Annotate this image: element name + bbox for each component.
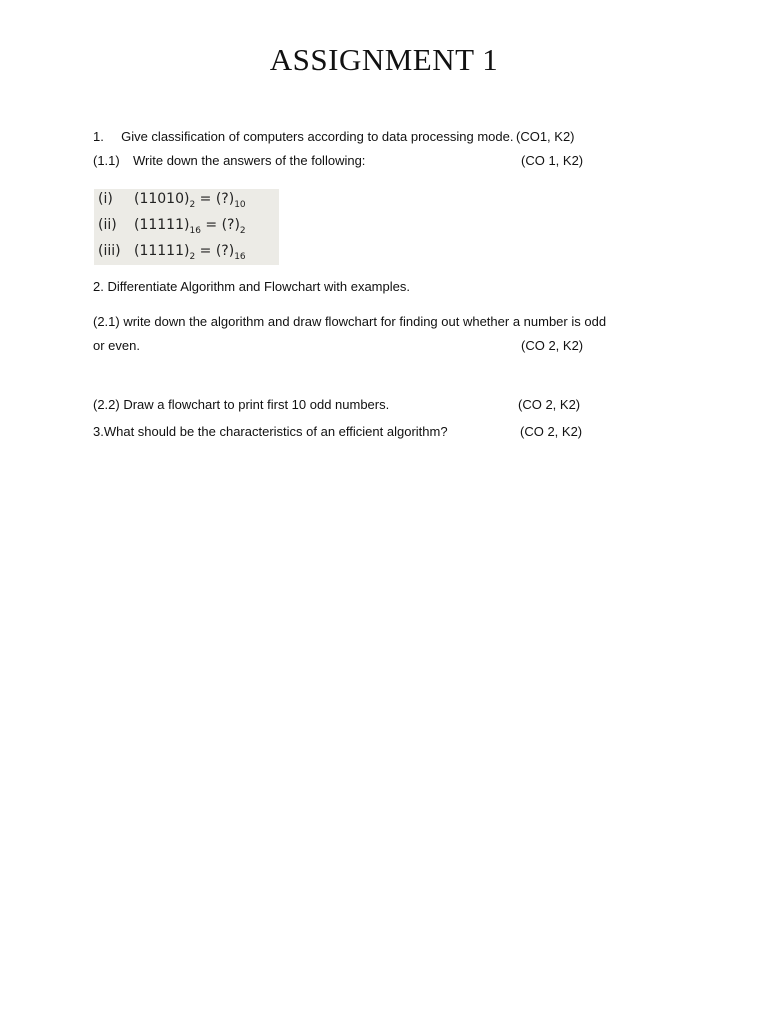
question-1-number: 1. — [93, 129, 104, 144]
question-3: 3.What should be the characteristics of an efficient algorithm? — [93, 424, 448, 439]
equation-lhs: (11010) — [134, 191, 190, 207]
equation-rhs: (?) — [221, 217, 240, 233]
question-2-2-co: (CO 2, K2) — [518, 397, 581, 412]
question-2-1-line-1: (2.1) write down the algorithm and draw flowchart for finding out whether a number is odd — [93, 314, 607, 329]
question-2-1-line-2: or even. — [93, 338, 140, 353]
question-2-2: (2.2) Draw a flowchart to print first 10 odd numbers. — [93, 397, 390, 412]
equation-rhs: (?) — [215, 191, 235, 207]
equation-rhs-base: 16 — [234, 251, 246, 262]
equation-label: (i) — [98, 191, 113, 207]
question-2: 2. Differentiate Algorithm and Flowchart with examples. — [93, 279, 410, 294]
page-title: ASSIGNMENT 1 — [269, 42, 499, 77]
equation-label: (ii) — [98, 217, 117, 233]
equation-rhs: (?) — [215, 243, 235, 259]
question-1 — [93, 129, 513, 145]
equations-image — [94, 189, 279, 265]
equation-rhs-base: 2 — [239, 225, 246, 236]
equation-equals: = — [195, 243, 216, 259]
equation-rhs-base: 10 — [234, 199, 246, 210]
equation-lhs: (11111) — [134, 217, 190, 233]
question-1-1 — [93, 153, 365, 169]
question-1-1-number: (1.1) — [93, 153, 120, 168]
equation-equals: = — [195, 191, 216, 207]
equation-lhs-base: 2 — [189, 251, 196, 262]
equation-lhs: (11111) — [134, 243, 190, 259]
question-1-text: Give classification of computers according to data processing mode. — [121, 129, 514, 144]
question-1-1-co: (CO 1, K2) — [521, 153, 584, 168]
equation-lhs-base: 16 — [189, 225, 201, 236]
question-1-co: (CO1, K2) — [516, 129, 575, 144]
equation-label: (iii) — [98, 243, 121, 259]
question-2-1-co: (CO 2, K2) — [521, 338, 584, 353]
question-3-co: (CO 2, K2) — [520, 424, 583, 439]
equation-equals: = — [200, 217, 222, 233]
question-1-1-text: Write down the answers of the following: — [132, 153, 366, 168]
equation-lhs-base: 2 — [189, 199, 196, 210]
